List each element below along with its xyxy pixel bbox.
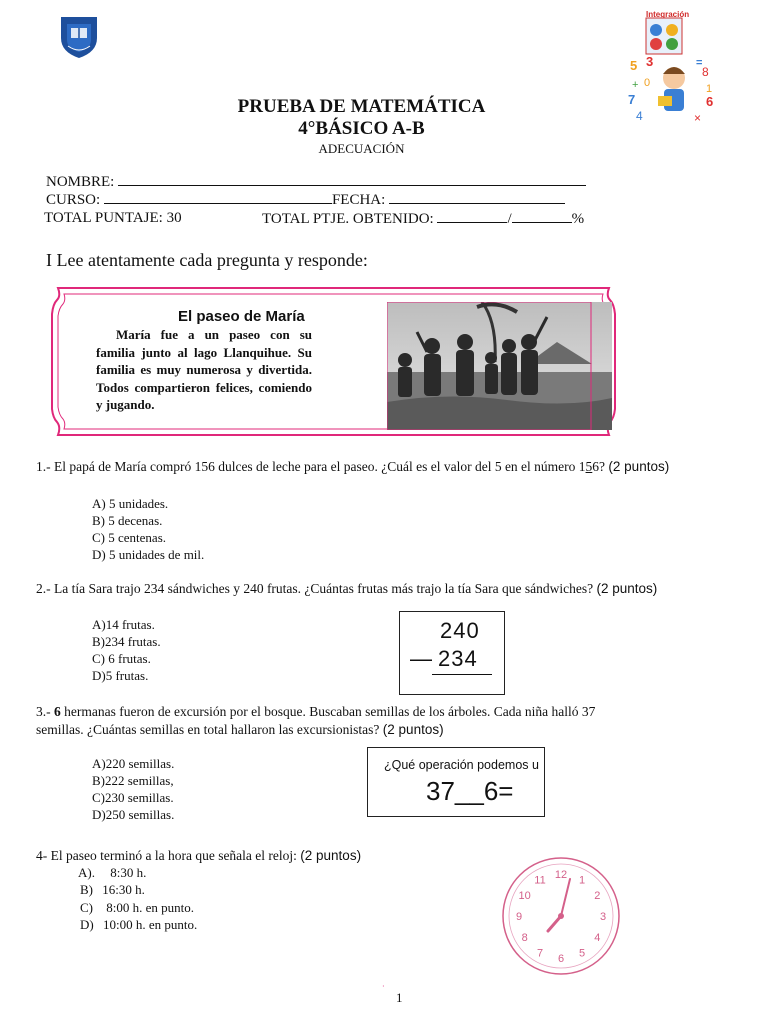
clock-numeral: 4 xyxy=(594,932,601,944)
clock-numeral: 6 xyxy=(557,953,565,965)
q2-number: 2.- xyxy=(36,581,51,596)
story-title: El paseo de María xyxy=(178,308,305,325)
svg-text:1: 1 xyxy=(706,83,713,95)
q1-option-c[interactable]: C) 5 centenas. xyxy=(92,530,167,545)
name-line xyxy=(118,173,586,186)
story-text xyxy=(96,326,312,414)
q2-text: La tía Sara trajo 234 sándwiches y 240 frutas. ¿Cuántas frutas más trajo la tía Sara que sándwiches? xyxy=(54,581,594,596)
course-label: CURSO: xyxy=(46,192,101,208)
svg-text:6: 6 xyxy=(706,94,714,109)
clock-numeral: 7 xyxy=(536,947,544,960)
q3-option-d[interactable]: D)250 semillas. xyxy=(92,807,175,822)
q4-option-b-letter: B) xyxy=(80,882,93,897)
q4-option-a[interactable] xyxy=(78,864,146,881)
q2-points: (2 puntos) xyxy=(596,581,658,596)
q3-number: 3.- xyxy=(36,704,51,719)
svg-text:4: 4 xyxy=(636,109,643,123)
q1-points: (2 puntos) xyxy=(608,459,670,474)
q1-option-a[interactable]: A) 5 unidades. xyxy=(92,496,169,511)
q3-option-a[interactable]: A)220 semillas. xyxy=(92,756,175,771)
q3-option-c[interactable]: C)230 semillas. xyxy=(92,790,174,805)
q4-option-d-value: 10:00 h. en punto. xyxy=(102,917,198,932)
q3-text-line2: semillas. ¿Cuántas semillas en total hallaron las excursionistas? xyxy=(36,722,380,737)
q1-option-d[interactable]: D) 5 unidades de mil. xyxy=(92,547,205,562)
clock-numeral: 10 xyxy=(518,890,531,902)
page-number: 1 xyxy=(396,990,403,1005)
exam-adaptation: ADECUACIÓN xyxy=(318,141,405,156)
clock-numeral: 5 xyxy=(578,947,586,960)
subtraction-line xyxy=(432,674,492,675)
svg-text:5: 5 xyxy=(630,58,638,73)
q3-bold-number: 6 xyxy=(54,704,61,719)
clock-numeral: 12 xyxy=(554,869,568,881)
subtraction-top: 240 xyxy=(440,618,480,643)
q2-option-a[interactable]: A)14 frutas. xyxy=(92,617,155,632)
question-1 xyxy=(36,459,669,475)
obtained-score-field[interactable] xyxy=(262,210,584,228)
course-line xyxy=(104,191,332,204)
subtraction-sign: — xyxy=(410,646,432,671)
clock-numeral: 3 xyxy=(599,911,607,923)
clock xyxy=(500,855,622,977)
q4-option-d[interactable] xyxy=(80,916,197,933)
score-field xyxy=(44,210,182,227)
clock-numeral: 1 xyxy=(578,874,586,887)
svg-text:3: 3 xyxy=(646,54,654,69)
question-3 xyxy=(36,703,595,739)
obtained-line xyxy=(437,210,507,223)
slash: / xyxy=(507,211,512,227)
footer-dots: · xyxy=(382,982,388,991)
q4-text: El paseo terminó a la hora que señala el reloj: xyxy=(50,848,297,863)
date-label: FECHA: xyxy=(331,192,386,208)
badge-label: Integración xyxy=(646,10,690,19)
q1-option-b[interactable]: B) 5 decenas. xyxy=(92,513,163,528)
hint-expression: 37__6= xyxy=(426,776,514,806)
q4-number: 4- xyxy=(36,848,48,863)
svg-text:7: 7 xyxy=(628,92,636,107)
svg-text:0: 0 xyxy=(644,77,651,89)
q4-option-b[interactable] xyxy=(80,881,145,898)
q4-option-c[interactable] xyxy=(80,899,194,916)
svg-text:=: = xyxy=(696,57,703,69)
clock-numeral: 11 xyxy=(534,874,546,887)
exam-subtitle: 4°BÁSICO A-B xyxy=(298,118,425,139)
hint-question: ¿Qué operación podemos u xyxy=(384,758,539,772)
q2-option-d[interactable]: D)5 frutas. xyxy=(92,668,149,683)
clock-numeral: 2 xyxy=(594,890,601,902)
multiplication-hint-box xyxy=(367,747,545,817)
q4-option-b-value: 16:30 h. xyxy=(102,882,145,897)
subtraction-bottom: 234 xyxy=(438,646,478,671)
q3-option-b[interactable]: B)222 semillas, xyxy=(92,773,174,788)
question-2 xyxy=(36,581,657,597)
name-label: NOMBRE: xyxy=(46,174,115,190)
q3-options xyxy=(92,755,174,823)
q4-option-d-letter: D) xyxy=(80,917,94,932)
svg-text:×: × xyxy=(694,111,702,125)
q2-option-c[interactable]: C) 6 frutas. xyxy=(92,651,151,666)
q4-option-c-letter: C) xyxy=(80,900,93,915)
q2-options xyxy=(92,616,161,684)
q4-points: (2 puntos) xyxy=(300,848,362,863)
exam-title: PRUEBA DE MATEMÁTICA xyxy=(237,96,486,117)
subtraction-box xyxy=(399,611,505,695)
course-date-field[interactable] xyxy=(46,191,565,209)
q2-option-b[interactable]: B)234 frutas. xyxy=(92,634,161,649)
q4-option-c-value: 8:00 h. en punto. xyxy=(106,900,194,915)
q3-text-line1: hermanas fueron de excursión por el bosque. Buscaban semillas de los árboles. Cada niña halló 37 xyxy=(64,704,596,719)
school-logo xyxy=(58,14,100,60)
instruction: I Lee atentamente cada pregunta y responde: xyxy=(46,250,368,270)
date-line xyxy=(389,191,565,204)
q3-points: (2 puntos) xyxy=(382,722,444,737)
svg-text:+: + xyxy=(632,79,639,91)
family-photo xyxy=(387,302,612,430)
q4-option-a-letter: A). xyxy=(78,865,95,880)
percent-line xyxy=(512,210,572,223)
svg-text:8: 8 xyxy=(702,65,709,79)
q1-underlined-digit: 5 xyxy=(585,459,593,474)
q1-text-b: 6? xyxy=(592,459,606,474)
story-paragraph: María fue a un paseo con su familia junto al lago Llanquihue. Su familia es muy numerosa y divertida. Todos compartieron felices, comiendo y jugando. xyxy=(96,327,312,412)
obtained-label: TOTAL PTJE. OBTENIDO: xyxy=(262,211,434,227)
percent-sign: % xyxy=(571,211,585,227)
clock-numeral: 9 xyxy=(515,911,523,923)
question-4 xyxy=(36,848,361,864)
clock-numeral: 8 xyxy=(521,932,528,944)
q1-number: 1.- xyxy=(36,459,51,474)
q4-option-a-value: 8:30 h. xyxy=(110,865,147,880)
name-field[interactable] xyxy=(46,173,586,191)
q1-options xyxy=(92,495,204,563)
q1-text-a: El papá de María compró 156 dulces de leche para el paseo. ¿Cuál es el valor del 5 en el número 1 xyxy=(54,459,586,474)
total-score: TOTAL PUNTAJE: 30 xyxy=(44,210,182,226)
